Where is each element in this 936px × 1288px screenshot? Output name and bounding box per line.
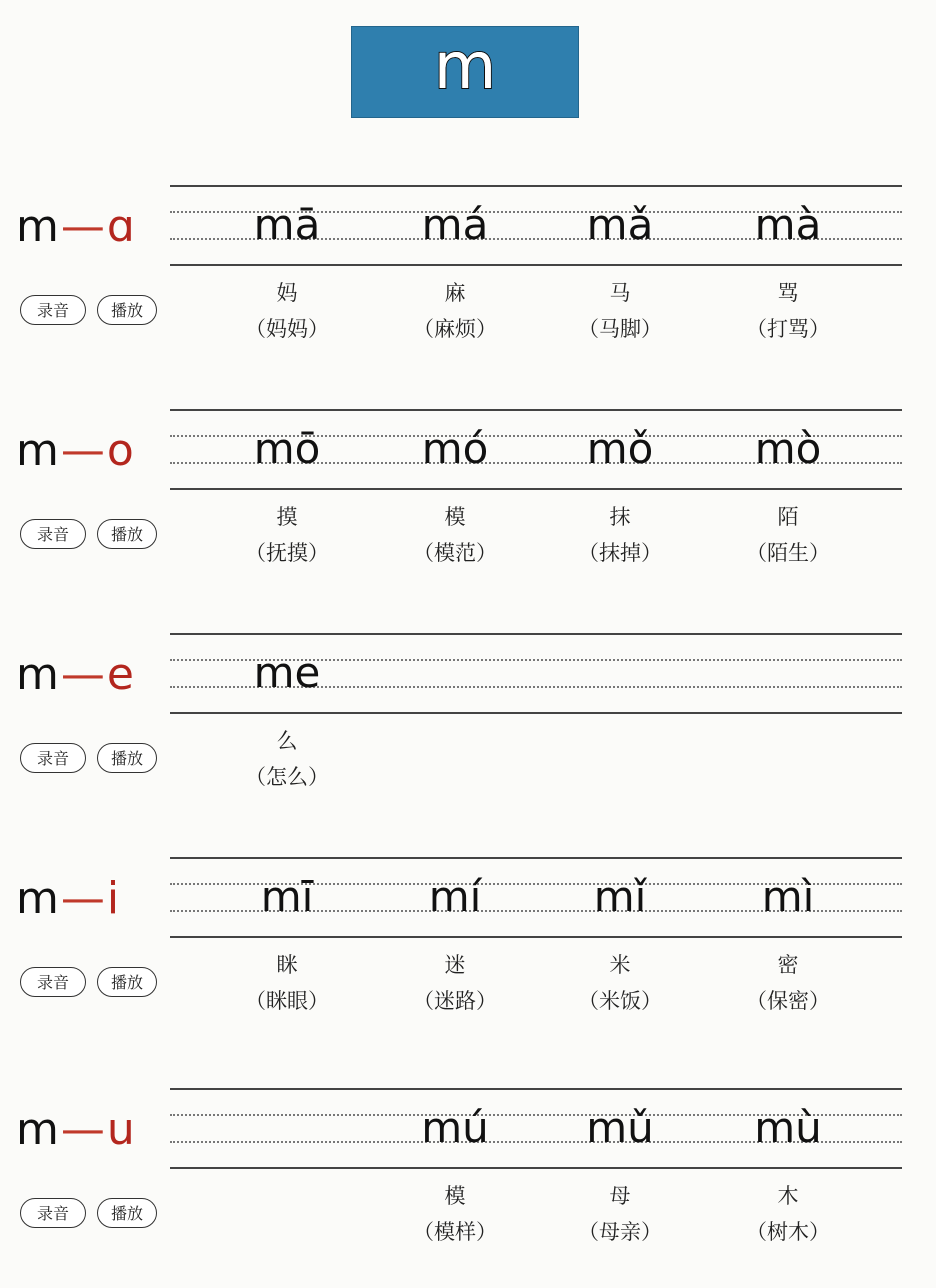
hanzi-character: 模 xyxy=(444,1184,466,1208)
record-button[interactable]: 录音 xyxy=(20,1198,86,1228)
example-word: （米饭） xyxy=(578,989,662,1013)
writing-line-bottom xyxy=(170,936,902,938)
writing-line-bottom xyxy=(170,488,902,490)
example-word: （怎么） xyxy=(245,765,329,789)
syllable-label xyxy=(16,1106,135,1154)
pinyin-syllable: me xyxy=(253,648,321,697)
writing-line-top xyxy=(170,857,902,859)
hanzi-character: 迷 xyxy=(444,953,466,977)
title-banner xyxy=(351,26,579,118)
hanzi-character: 木 xyxy=(777,1184,799,1208)
example-word: （妈妈） xyxy=(245,317,329,341)
pinyin-syllable: mà xyxy=(754,200,822,249)
hanzi-character: 妈 xyxy=(276,281,298,305)
play-button[interactable]: 播放 xyxy=(97,519,157,549)
syllable-dash: — xyxy=(60,425,105,476)
example-word: （模样） xyxy=(413,1220,497,1244)
section-m-u xyxy=(0,1088,936,1288)
writing-line-top xyxy=(170,185,902,187)
play-button[interactable]: 播放 xyxy=(97,743,157,773)
hanzi-character: 米 xyxy=(609,953,631,977)
section-m-o xyxy=(0,409,936,609)
hanzi-character: 麻 xyxy=(444,281,466,305)
hanzi-character: 模 xyxy=(444,505,466,529)
syllable-consonant: m xyxy=(16,1104,59,1155)
pinyin-syllable: mó xyxy=(421,424,489,473)
example-word: （保密） xyxy=(746,989,830,1013)
syllable-vowel: ɑ xyxy=(106,201,135,252)
hanzi-character: 陌 xyxy=(777,505,799,529)
example-word: （麻烦） xyxy=(413,317,497,341)
syllable-vowel: o xyxy=(106,425,134,476)
pinyin-syllable: mí xyxy=(428,872,482,921)
play-button[interactable]: 播放 xyxy=(97,1198,157,1228)
pinyin-syllable: mī xyxy=(260,872,314,921)
example-word: （抚摸） xyxy=(245,541,329,565)
pinyin-syllable: mì xyxy=(761,872,815,921)
syllable-dash: — xyxy=(60,201,105,252)
section-m-a xyxy=(0,185,936,385)
example-word: （陌生） xyxy=(746,541,830,565)
writing-line-bottom xyxy=(170,264,902,266)
play-button[interactable]: 播放 xyxy=(97,295,157,325)
syllable-consonant: m xyxy=(16,649,59,700)
syllable-dash: — xyxy=(60,649,105,700)
record-button[interactable]: 录音 xyxy=(20,967,86,997)
syllable-consonant: m xyxy=(16,201,59,252)
hanzi-character: 母 xyxy=(609,1184,631,1208)
example-word: （模范） xyxy=(413,541,497,565)
syllable-dash: — xyxy=(60,1104,105,1155)
writing-line-bottom xyxy=(170,1167,902,1169)
syllable-vowel: u xyxy=(106,1104,135,1155)
hanzi-character: 么 xyxy=(276,729,298,753)
example-word: （马脚） xyxy=(578,317,662,341)
writing-line-top xyxy=(170,409,902,411)
section-m-e xyxy=(0,633,936,833)
record-button[interactable]: 录音 xyxy=(20,295,86,325)
record-button[interactable]: 录音 xyxy=(20,743,86,773)
example-word: （眯眼） xyxy=(245,989,329,1013)
pinyin-syllable: mù xyxy=(754,1103,822,1152)
example-word: （迷路） xyxy=(413,989,497,1013)
example-word: （母亲） xyxy=(578,1220,662,1244)
pinyin-syllable: mō xyxy=(253,424,321,473)
pinyin-syllable: mò xyxy=(754,424,822,473)
play-button[interactable]: 播放 xyxy=(97,967,157,997)
syllable-dash: — xyxy=(60,873,105,924)
hanzi-character: 密 xyxy=(777,953,799,977)
writing-line-top xyxy=(170,633,902,635)
example-word: （打骂） xyxy=(746,317,830,341)
writing-line-bottom xyxy=(170,712,902,714)
title-letter: m xyxy=(433,30,497,104)
syllable-consonant: m xyxy=(16,873,59,924)
syllable-label xyxy=(16,203,135,251)
example-word: （抹掉） xyxy=(578,541,662,565)
pinyin-syllable: mú xyxy=(421,1103,489,1152)
syllable-consonant: m xyxy=(16,425,59,476)
pinyin-syllable: mǒ xyxy=(586,424,654,473)
hanzi-character: 马 xyxy=(609,281,631,305)
hanzi-character: 摸 xyxy=(276,505,298,529)
pinyin-syllable: má xyxy=(421,200,489,249)
hanzi-character: 骂 xyxy=(777,281,799,305)
pinyin-syllable: mā xyxy=(253,200,321,249)
syllable-label xyxy=(16,427,134,475)
pinyin-syllable: mǔ xyxy=(586,1103,654,1152)
section-m-i xyxy=(0,857,936,1057)
hanzi-character: 眯 xyxy=(276,953,298,977)
syllable-vowel: i xyxy=(106,873,120,924)
syllable-vowel: e xyxy=(106,649,134,700)
pinyin-syllable: mǎ xyxy=(586,200,654,249)
syllable-label xyxy=(16,651,134,699)
hanzi-character: 抹 xyxy=(609,505,631,529)
example-word: （树木） xyxy=(746,1220,830,1244)
record-button[interactable]: 录音 xyxy=(20,519,86,549)
syllable-label xyxy=(16,875,119,923)
writing-line-top xyxy=(170,1088,902,1090)
pinyin-syllable: mǐ xyxy=(593,872,647,921)
